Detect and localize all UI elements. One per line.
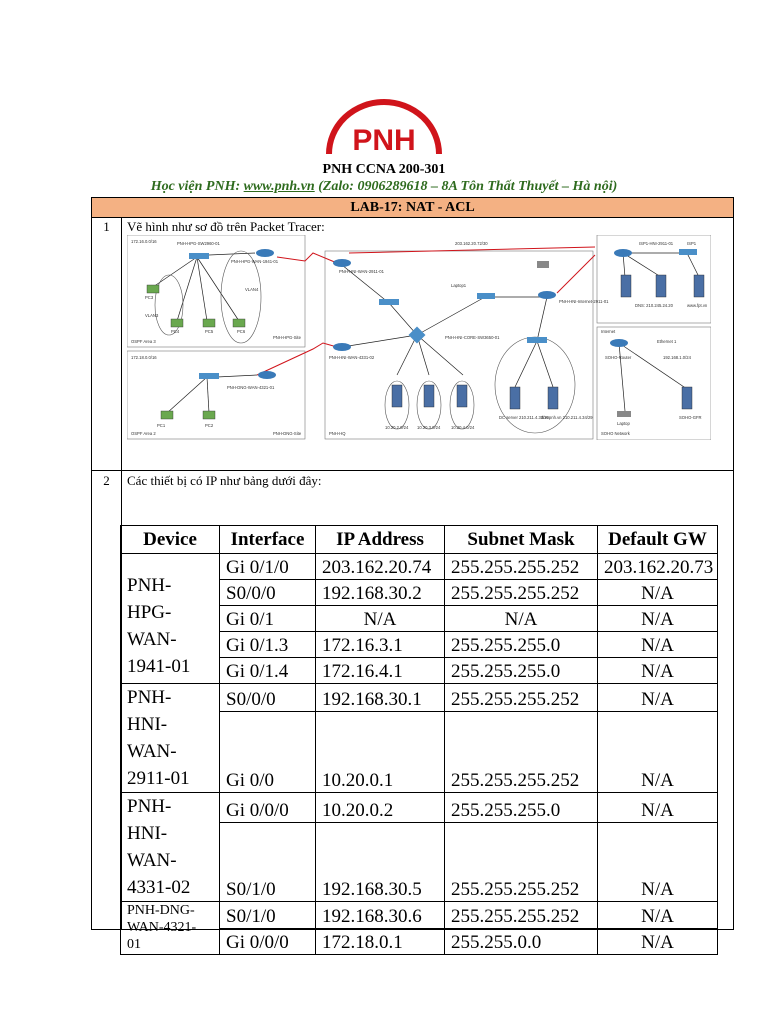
- ip-cell: N/A: [316, 606, 445, 632]
- table-row: [121, 793, 718, 823]
- contact-suffix: (Zalo: 0906289618 – 8A Tôn Thất Thuyết – Hà nội): [314, 179, 618, 194]
- ip-cell: 10.20.0.1: [316, 712, 445, 793]
- mask-cell: 255.255.0.0: [445, 929, 598, 955]
- device-line: 01: [127, 937, 141, 952]
- gw-cell: N/A: [598, 632, 718, 658]
- soho-gw-label: SOHO-GFR: [679, 415, 702, 420]
- ip-cell: 192.168.30.2: [316, 580, 445, 606]
- gw-cell: N/A: [598, 929, 718, 955]
- device-line: 1941-01: [127, 656, 191, 677]
- soho-router-label: SOHO-Router: [605, 355, 632, 360]
- ip-cell: 172.18.0.1: [316, 929, 445, 955]
- hpg-site-label: PNH-HPG-Site: [273, 335, 301, 340]
- mask-cell: 255.255.255.252: [445, 902, 598, 929]
- mask-cell: 255.255.255.252: [445, 684, 598, 712]
- mask-cell: 255.255.255.0: [445, 632, 598, 658]
- interface-cell: Gi 0/1/0: [220, 554, 316, 580]
- device-line: WAN-: [127, 741, 177, 762]
- dns-server-label: dns.pnh.vn 210.211.4.34/29: [541, 415, 593, 420]
- pc3-label: PC3: [145, 295, 154, 300]
- soho-laptop-label: Laptop: [617, 421, 630, 426]
- dng-site-label: PNH-DNG-Site: [273, 431, 302, 436]
- soho-network-label: SOHO Network: [601, 431, 630, 436]
- interface-cell: Gi 0/0/0: [220, 793, 316, 823]
- lab-title: LAB-17: NAT - ACL: [92, 198, 733, 218]
- internet-label: Internet: [601, 329, 616, 334]
- col-header-device: Device: [121, 526, 220, 554]
- dng-site-box: [127, 351, 305, 439]
- soho-net-label: 192.168.1.0/24: [663, 355, 691, 360]
- table-header-row: [121, 526, 718, 554]
- row-number-1: 1: [103, 219, 110, 234]
- mask-cell: 255.255.255.0: [445, 658, 598, 684]
- mask-cell: 255.255.255.252: [445, 822, 598, 901]
- device-line: HPG-: [127, 602, 172, 623]
- interface-cell: S0/1/0: [220, 902, 316, 929]
- table-row: [121, 684, 718, 712]
- row-text-1: Vẽ hình như sơ đồ trên Packet Tracer:: [127, 219, 325, 234]
- device-line: PNH-: [127, 687, 172, 708]
- row-text-2: Các thiết bị có IP như bảng dưới đây:: [127, 473, 322, 488]
- dng-area-label: OSPF Area 2: [131, 431, 156, 436]
- network-topology-diagram: [127, 235, 711, 440]
- ethernet1-label: Ethernet 1: [657, 339, 677, 344]
- laptop1-label: Laptop1: [451, 283, 467, 288]
- mask-cell: 255.255.255.0: [445, 793, 598, 823]
- row-number-2: 2: [103, 473, 110, 488]
- ip-cell: 192.168.30.6: [316, 902, 445, 929]
- mask-cell: N/A: [445, 606, 598, 632]
- gw-cell: N/A: [598, 793, 718, 823]
- interface-cell: Gi 0/0/0: [220, 929, 316, 955]
- hpg-router-label: PNH-HPG-WAN-1941-01: [231, 259, 279, 264]
- hni-wan-label: PNH-HNI-WAN-2911-01: [339, 269, 384, 274]
- interface-cell: Gi 0/1: [220, 606, 316, 632]
- gw-cell: N/A: [598, 580, 718, 606]
- dns-label: DNS: 210.245.24.20: [635, 303, 673, 308]
- ip-cell: 10.20.0.2: [316, 793, 445, 823]
- internet-router-label: PNH-HNI-Internet-2911-01: [559, 299, 609, 304]
- pc6-label: PC6: [237, 329, 246, 334]
- dc-server-label: DC server 210.211.4.33/29: [499, 415, 549, 420]
- course-title: PNH CCNA 200-301: [322, 162, 446, 177]
- gw-cell: N/A: [598, 684, 718, 712]
- ip-cell: 172.16.4.1: [316, 658, 445, 684]
- pnh-logo: [317, 98, 451, 162]
- device-line: 4331-02: [127, 877, 191, 898]
- gw-cell: N/A: [598, 658, 718, 684]
- device-cell: [121, 554, 220, 684]
- vlan4-label: VLAN4: [245, 287, 259, 292]
- device-line: PNH-: [127, 796, 172, 817]
- device-line: PNH-DNG-: [127, 903, 195, 918]
- hpg-switch-label: PNH-HPG-SW2960-01: [177, 241, 220, 246]
- hpg-net-label: 172.16.0.0/16: [131, 239, 157, 244]
- gw-cell: N/A: [598, 606, 718, 632]
- device-line: WAN-4321-: [127, 920, 197, 935]
- device-line: WAN-: [127, 850, 177, 871]
- table-row: [121, 902, 718, 929]
- hq-site-box: [325, 251, 593, 439]
- vlan3-label: VLAN3: [145, 313, 159, 318]
- hni-core-label: PNH-HNI-CORE-SW3650-01: [445, 335, 500, 340]
- contact-prefix: Học viện PNH:: [150, 179, 244, 194]
- col-header-gw: Default GW: [598, 526, 718, 554]
- table-row: [121, 554, 718, 580]
- device-cell: [121, 793, 220, 902]
- interface-cell: S0/0/0: [220, 580, 316, 606]
- col-header-interface: Interface: [220, 526, 316, 554]
- vlan4-net-label: 10.20.4.0/24: [451, 425, 475, 430]
- device-cell: [121, 902, 220, 955]
- dng-net-label: 172.18.0.0/16: [131, 355, 157, 360]
- web-label: www.fpt.vn: [687, 303, 708, 308]
- isp-router-label: ISP1-HNI-2911-01: [639, 241, 674, 246]
- interface-cell: S0/0/0: [220, 684, 316, 712]
- col-header-mask: Subnet Mask: [445, 526, 598, 554]
- interface-cell: Gi 0/1.4: [220, 658, 316, 684]
- hni-wan2-label: PNH-HNI-WAN-4331-02: [329, 355, 375, 360]
- device-line: PNH-: [127, 575, 172, 596]
- device-line: WAN-: [127, 629, 177, 650]
- interface-cell: Gi 0/1.3: [220, 632, 316, 658]
- device-line: 2911-01: [127, 768, 190, 789]
- hpg-area-label: OSPF Area 3: [131, 339, 156, 344]
- ip-cell: 203.162.20.74: [316, 554, 445, 580]
- device-line: HNI-: [127, 714, 168, 735]
- ip-address-table: [120, 525, 718, 955]
- wan-link-label: 203.162.20.72/30: [455, 241, 488, 246]
- vlan2-net-label: 10.20.2.0/24: [385, 425, 409, 430]
- mask-cell: 255.255.255.252: [445, 580, 598, 606]
- interface-cell: S0/1/0: [220, 822, 316, 901]
- pc2-label: PC2: [205, 423, 214, 428]
- col-header-ip: IP Address: [316, 526, 445, 554]
- pc4-label: PC4: [171, 329, 180, 334]
- contact-line: [0, 179, 768, 195]
- row-divider: [92, 470, 733, 471]
- gw-cell: N/A: [598, 902, 718, 929]
- gw-cell: 203.162.20.73: [598, 554, 718, 580]
- ip-cell: 172.16.3.1: [316, 632, 445, 658]
- ip-cell: 192.168.30.5: [316, 822, 445, 901]
- mask-cell: 255.255.255.252: [445, 712, 598, 793]
- mask-cell: 255.255.255.252: [445, 554, 598, 580]
- isp-label: ISP1: [687, 241, 697, 246]
- device-cell: [121, 684, 220, 793]
- hni-site-label: PNH-HQ: [329, 431, 346, 436]
- dng-router-label: PNH-DNG-WAN-4321-01: [227, 385, 275, 390]
- interface-cell: Gi 0/0: [220, 712, 316, 793]
- pc1-label: PC1: [157, 423, 166, 428]
- logo-text: PNH: [352, 124, 416, 157]
- vlan3-net-label: 10.20.3.0/24: [417, 425, 441, 430]
- soho-laptop-icon: [617, 411, 631, 417]
- laptop1-icon: [537, 261, 549, 268]
- gw-cell: N/A: [598, 822, 718, 901]
- gw-cell: N/A: [598, 712, 718, 793]
- ip-cell: 192.168.30.1: [316, 684, 445, 712]
- website-link[interactable]: www.pnh.vn: [243, 179, 315, 194]
- device-line: HNI-: [127, 823, 168, 844]
- pc5-label: PC5: [205, 329, 214, 334]
